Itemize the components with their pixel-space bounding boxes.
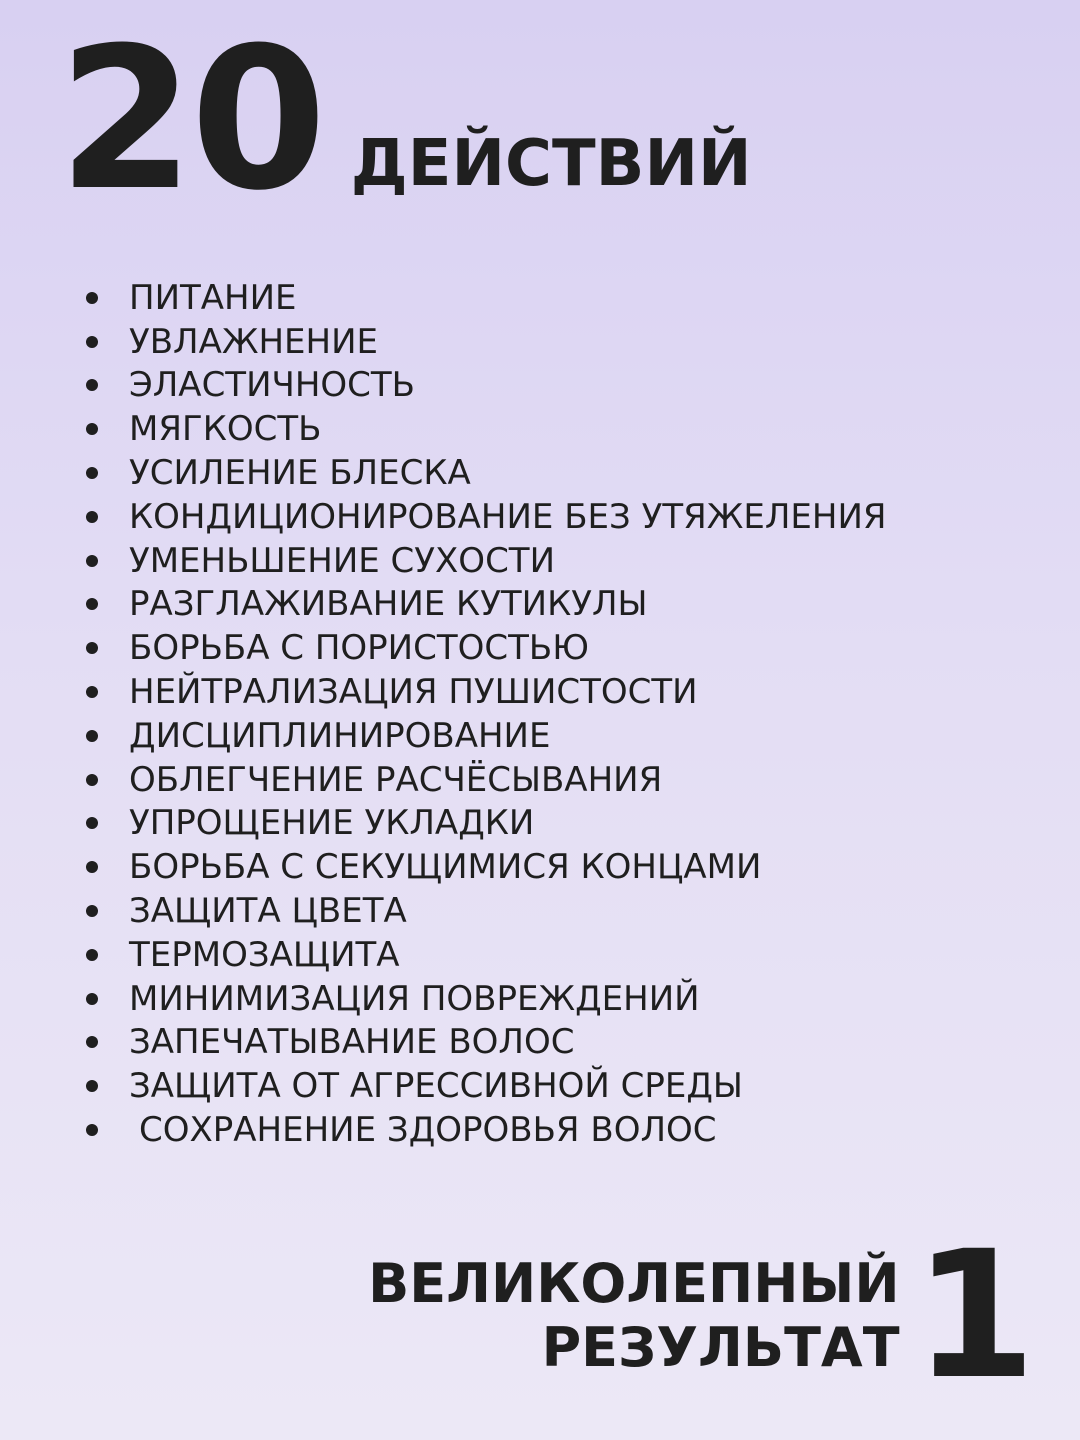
list-item xyxy=(82,1021,887,1065)
list-item-label: НЕЙТРАЛИЗАЦИЯ ПУШИСТОСТИ xyxy=(129,672,698,713)
bullet-icon xyxy=(86,511,98,523)
list-item xyxy=(82,626,887,670)
list-item xyxy=(82,495,887,539)
list-item xyxy=(82,802,887,846)
list-item-label: ЗАЩИТА ЦВЕТА xyxy=(129,891,407,932)
list-item-label: УВЛАЖНЕНИЕ xyxy=(129,321,379,362)
list-item-label: БОРЬБА С СЕКУЩИМИСЯ КОНЦАМИ xyxy=(129,847,762,888)
headline-word: ДЕЙСТВИЙ xyxy=(350,127,752,201)
list-item-label: ТЕРМОЗАЩИТА xyxy=(129,934,400,975)
list-item-label: МИНИМИЗАЦИЯ ПОВРЕЖДЕНИЙ xyxy=(129,978,700,1019)
bullet-icon xyxy=(86,467,98,479)
list-item xyxy=(82,889,887,933)
list-item xyxy=(82,714,887,758)
list-item xyxy=(82,539,887,583)
list-item-label: ОБЛЕГЧЕНИЕ РАСЧЁСЫВАНИЯ xyxy=(129,759,663,800)
bullet-icon xyxy=(86,1124,98,1136)
result-line-2: РЕЗУЛЬТАТ xyxy=(541,1316,900,1379)
bullet-icon xyxy=(86,730,98,742)
bullet-icon xyxy=(86,642,98,654)
list-item xyxy=(82,583,887,627)
result-block xyxy=(368,1213,1036,1418)
list-item-label: ЗАЩИТА ОТ АГРЕССИВНОЙ СРЕДЫ xyxy=(129,1066,743,1107)
bullet-icon xyxy=(86,379,98,391)
bullet-icon xyxy=(86,292,98,304)
bullet-icon xyxy=(86,555,98,567)
list-item-label: УПРОЩЕНИЕ УКЛАДКИ xyxy=(129,803,535,844)
list-item xyxy=(82,451,887,495)
list-item xyxy=(82,758,887,802)
list-item-label: ЗАПЕЧАТЫВАНИЕ ВОЛОС xyxy=(129,1022,575,1063)
list-item-label: РАЗГЛАЖИВАНИЕ КУТИКУЛЫ xyxy=(129,584,648,625)
list-item xyxy=(82,364,887,408)
list-item xyxy=(82,845,887,889)
bullet-icon xyxy=(86,774,98,786)
headline xyxy=(58,6,752,234)
benefits-list xyxy=(82,276,887,1152)
list-item-label: ДИСЦИПЛИНИРОВАНИЕ xyxy=(129,715,551,756)
list-item xyxy=(82,1064,887,1108)
list-item xyxy=(82,276,887,320)
list-item xyxy=(82,977,887,1021)
bullet-icon xyxy=(86,1036,98,1048)
list-item xyxy=(82,933,887,977)
bullet-icon xyxy=(86,423,98,435)
bullet-icon xyxy=(86,598,98,610)
headline-number: 20 xyxy=(58,6,323,234)
bullet-icon xyxy=(86,949,98,961)
list-item-label: ЭЛАСТИЧНОСТЬ xyxy=(129,365,415,406)
list-item-label: БОРЬБА С ПОРИСТОСТЬЮ xyxy=(129,628,589,669)
list-item-label: СОХРАНЕНИЕ ЗДОРОВЬЯ ВОЛОС xyxy=(139,1110,717,1151)
bullet-icon xyxy=(86,817,98,829)
bullet-icon xyxy=(86,686,98,698)
bullet-icon xyxy=(86,1080,98,1092)
bullet-icon xyxy=(86,336,98,348)
list-item xyxy=(82,670,887,714)
list-item-label: ПИТАНИЕ xyxy=(129,277,297,318)
list-item-label: УМЕНЬШЕНИЕ СУХОСТИ xyxy=(129,540,556,581)
list-item-label: КОНДИЦИОНИРОВАНИЕ БЕЗ УТЯЖЕЛЕНИЯ xyxy=(129,496,887,537)
bullet-icon xyxy=(86,861,98,873)
list-item xyxy=(82,1108,887,1152)
bullet-icon xyxy=(86,905,98,917)
bullet-icon xyxy=(86,993,98,1005)
result-line-1: ВЕЛИКОЛЕПНЫЙ xyxy=(368,1252,900,1315)
result-text xyxy=(368,1252,899,1380)
list-item-label: МЯГКОСТЬ xyxy=(129,409,322,450)
list-item-label: УСИЛЕНИЕ БЛЕСКА xyxy=(129,453,471,494)
list-item xyxy=(82,320,887,364)
result-number: 1 xyxy=(913,1213,1036,1418)
list-item xyxy=(82,407,887,451)
